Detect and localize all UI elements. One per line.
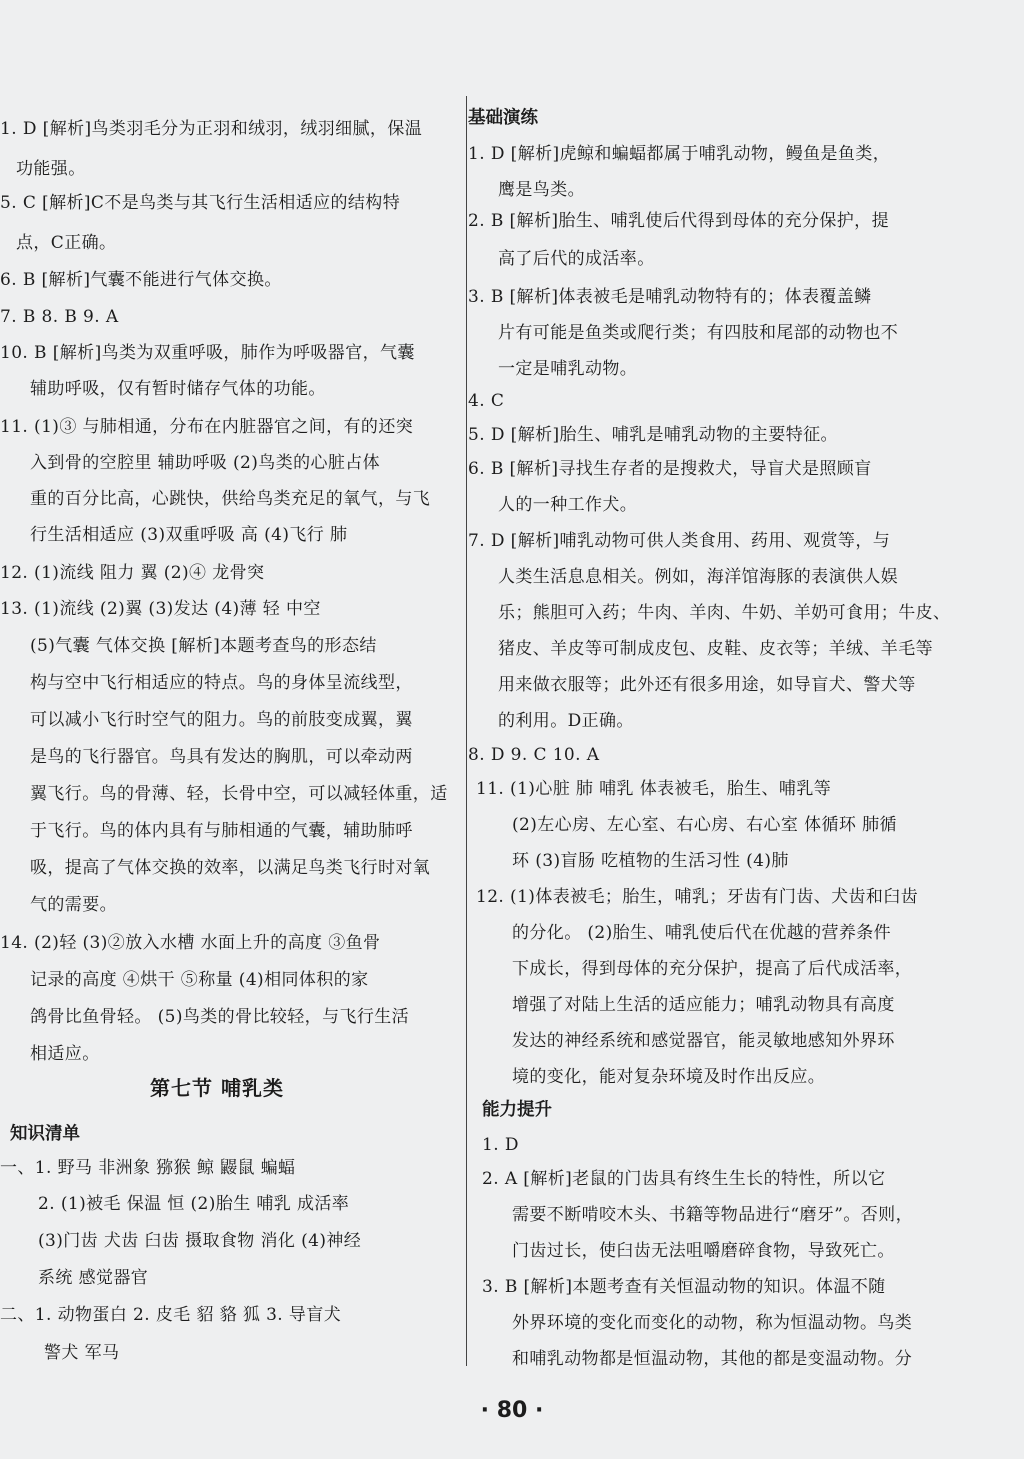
answer-line: (3)门齿 犬齿 臼齿 摄取食物 消化 (4)神经 <box>38 1231 362 1251</box>
answer-line: 重的百分比高，心跳快，供给鸟类充足的氧气，与飞 <box>30 489 431 509</box>
subsection-heading: 知识清单 <box>10 1124 80 1144</box>
answer-line: 1. D <box>482 1135 519 1155</box>
answer-line: 系统 感觉器官 <box>38 1268 149 1288</box>
answer-line: 2. B [解析]胎生、哺乳使后代得到母体的充分保护，提 <box>468 211 889 231</box>
answer-line: 构与空中飞行相适应的特点。鸟的身体呈流线型， <box>30 673 413 693</box>
answer-line: 点，C正确。 <box>16 233 117 253</box>
answer-line: 14. (2)轻 (3)②放入水槽 水面上升的高度 ③鱼骨 <box>0 933 381 953</box>
answer-line: 2. (1)被毛 保温 恒 (2)胎生 哺乳 成活率 <box>38 1194 350 1214</box>
answer-line: 乐；熊胆可入药；牛肉、羊肉、牛奶、羊奶可食用；牛皮、 <box>498 603 951 623</box>
answer-line: 入到骨的空腔里 辅助呼吸 (2)鸟类的心脏占体 <box>30 453 381 473</box>
answer-line: 记录的高度 ④烘干 ⑤称量 (4)相同体积的家 <box>30 970 369 990</box>
answer-line: 1. D [解析]虎鲸和蝙蝠都属于哺乳动物，鳗鱼是鱼类， <box>468 144 891 164</box>
section-title: 第七节 哺乳类 <box>150 1076 284 1100</box>
column-divider <box>466 96 467 1366</box>
answer-line: 二、1. 动物蛋白 2. 皮毛 貂 貉 狐 3. 导盲犬 <box>0 1305 342 1325</box>
answer-line: 一定是哺乳动物。 <box>498 359 638 379</box>
answer-line: 片有可能是鱼类或爬行类；有四肢和尾部的动物也不 <box>498 323 899 343</box>
answer-line: 于飞行。鸟的体内具有与肺相通的气囊，辅助肺呼 <box>30 821 413 841</box>
answer-line: 和哺乳动物都是恒温动物，其他的都是变温动物。分 <box>512 1349 913 1369</box>
answer-line: 鹰是鸟类。 <box>498 180 585 200</box>
answer-line: 7. D [解析]哺乳动物可供人类食用、药用、观赏等，与 <box>468 531 891 551</box>
answer-line: 警犬 军马 <box>44 1343 120 1363</box>
answer-line: 下成长，得到母体的充分保护，提高了后代成活率， <box>512 959 913 979</box>
answer-line: 10. B [解析]鸟类为双重呼吸，肺作为呼吸器官，气囊 <box>0 343 415 363</box>
answer-line: 7. B 8. B 9. A <box>0 307 119 327</box>
answer-line: 的分化。 (2)胎生、哺乳使后代在优越的营养条件 <box>512 923 892 943</box>
answer-line: 的利用。D正确。 <box>498 711 634 731</box>
answer-line: 人类生活息息相关。例如，海洋馆海豚的表演供人娱 <box>498 567 899 587</box>
answer-line: 一、1. 野马 非洲象 猕猴 鲸 鼹鼠 蝙蝠 <box>0 1158 296 1178</box>
answer-line: 13. (1)流线 (2)翼 (3)发达 (4)薄 轻 中空 <box>0 599 321 619</box>
answer-line: 1. D [解析]鸟类羽毛分为正羽和绒羽，绒羽细腻，保温 <box>0 119 423 139</box>
answer-line: 翼飞行。鸟的骨薄、轻，长骨中空，可以减轻体重，适 <box>30 784 448 804</box>
answer-line: 人的一种工作犬。 <box>498 495 638 515</box>
answer-line: (5)气囊 气体交换 [解析]本题考查鸟的形态结 <box>30 636 377 656</box>
answer-line: 6. B [解析]寻找生存者的是搜救犬，导盲犬是照顾盲 <box>468 459 872 479</box>
answer-line: 8. D 9. C 10. A <box>468 745 600 765</box>
answer-line: 12. (1)体表被毛；胎生，哺乳；牙齿有门齿、犬齿和臼齿 <box>476 887 919 907</box>
answer-line: 门齿过长，使臼齿无法咀嚼磨碎食物，导致死亡。 <box>512 1241 895 1261</box>
answer-line: 5. D [解析]胎生、哺乳是哺乳动物的主要特征。 <box>468 425 838 445</box>
answer-line: 发达的神经系统和感觉器官，能灵敏地感知外界环 <box>512 1031 895 1051</box>
answer-line: 11. (1)心脏 肺 哺乳 体表被毛，胎生、哺乳等 <box>476 779 832 799</box>
answer-line: 3. B [解析]本题考查有关恒温动物的知识。体温不随 <box>482 1277 886 1297</box>
answer-line: 可以减小飞行时空气的阻力。鸟的前肢变成翼，翼 <box>30 710 413 730</box>
answer-line: 5. C [解析]C不是鸟类与其飞行生活相适应的结构特 <box>0 193 401 213</box>
answer-line: 用来做衣服等；此外还有很多用途，如导盲犬、警犬等 <box>498 675 916 695</box>
answer-line: 猪皮、羊皮等可制成皮包、皮鞋、皮衣等；羊绒、羊毛等 <box>498 639 933 659</box>
answer-line: 环 (3)盲肠 吃植物的生活习性 (4)肺 <box>512 851 789 871</box>
answer-line: 3. B [解析]体表被毛是哺乳动物特有的；体表覆盖鳞 <box>468 287 872 307</box>
answer-line: 外界环境的变化而变化的动物，称为恒温动物。鸟类 <box>512 1313 913 1333</box>
answer-line: 增强了对陆上生活的适应能力；哺乳动物具有高度 <box>512 995 895 1015</box>
answer-line: 吸，提高了气体交换的效率，以满足鸟类飞行时对氧 <box>30 858 431 878</box>
answer-line: 行生活相适应 (3)双重呼吸 高 (4)飞行 肺 <box>30 525 348 545</box>
answer-line: 气的需要。 <box>30 895 117 915</box>
answer-line: 是鸟的飞行器官。鸟具有发达的胸肌，可以牵动两 <box>30 747 413 767</box>
subsection-heading: 基础演练 <box>468 108 538 128</box>
answer-line: 境的变化，能对复杂环境及时作出反应。 <box>512 1067 826 1087</box>
page-number: · 80 · <box>480 1398 544 1423</box>
answer-line: 6. B [解析]气囊不能进行气体交换。 <box>0 270 282 290</box>
answer-line: 2. A [解析]老鼠的门齿具有终生生长的特性，所以它 <box>482 1169 886 1189</box>
answer-line: 11. (1)③ 与肺相通，分布在内脏器官之间，有的还突 <box>0 417 414 437</box>
answer-line: 辅助呼吸，仅有暂时储存气体的功能。 <box>30 379 326 399</box>
answer-line: 需要不断啃咬木头、书籍等物品进行“磨牙”。否则， <box>512 1205 913 1225</box>
answer-line: 4. C <box>468 391 505 411</box>
answer-line: 高了后代的成活率。 <box>498 249 655 269</box>
answer-line: 鸽骨比鱼骨轻。 (5)鸟类的骨比较轻，与飞行生活 <box>30 1007 410 1027</box>
answer-line: 功能强。 <box>16 159 86 179</box>
subsection-heading: 能力提升 <box>482 1100 552 1120</box>
answer-line: 相适应。 <box>30 1044 100 1064</box>
answer-line: 12. (1)流线 阻力 翼 (2)④ 龙骨突 <box>0 563 265 583</box>
answer-line: (2)左心房、左心室、右心房、右心室 体循环 肺循 <box>512 815 897 835</box>
